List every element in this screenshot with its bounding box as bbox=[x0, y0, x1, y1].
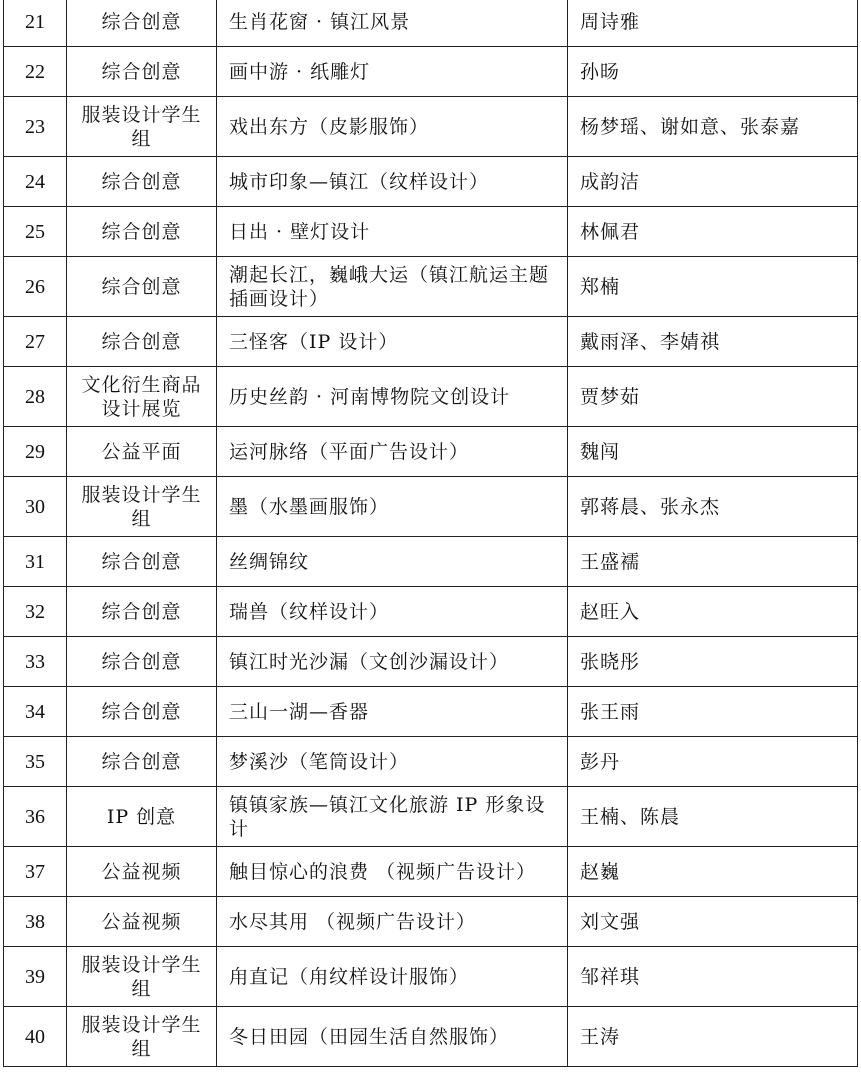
author-cell: 孙旸 bbox=[568, 47, 858, 97]
row-number: 25 bbox=[4, 207, 67, 257]
category-cell: 公益视频 bbox=[67, 847, 217, 897]
author-cell: 杨梦瑶、谢如意、张泰嘉 bbox=[568, 97, 858, 157]
work-title-cell: 瑞兽（纹样设计） bbox=[217, 587, 568, 637]
row-number: 31 bbox=[4, 537, 67, 587]
work-title-cell: 甪直记（甪纹样设计服饰） bbox=[217, 947, 568, 1007]
table-row bbox=[4, 687, 858, 737]
table-row bbox=[4, 0, 858, 47]
category-cell: 服装设计学生组 bbox=[67, 477, 217, 537]
work-title-cell: 水尽其用 （视频广告设计） bbox=[217, 897, 568, 947]
author-cell: 王涛 bbox=[568, 1007, 858, 1067]
author-cell: 刘文强 bbox=[568, 897, 858, 947]
category-cell: 综合创意 bbox=[67, 0, 217, 47]
table-row bbox=[4, 947, 858, 1007]
work-title-cell: 城市印象—镇江（纹样设计） bbox=[217, 157, 568, 207]
row-number: 36 bbox=[4, 787, 67, 847]
table-body bbox=[4, 0, 858, 1067]
author-cell: 赵巍 bbox=[568, 847, 858, 897]
awards-table bbox=[3, 0, 858, 1067]
row-number: 40 bbox=[4, 1007, 67, 1067]
author-cell: 成韵洁 bbox=[568, 157, 858, 207]
category-cell: 公益平面 bbox=[67, 427, 217, 477]
author-cell: 彭丹 bbox=[568, 737, 858, 787]
table-row bbox=[4, 737, 858, 787]
author-cell: 王盛襦 bbox=[568, 537, 858, 587]
row-number: 21 bbox=[4, 0, 67, 47]
category-cell: 综合创意 bbox=[67, 737, 217, 787]
category-cell: 综合创意 bbox=[67, 637, 217, 687]
work-title-cell: 三怪客（IP 设计） bbox=[217, 317, 568, 367]
work-title-cell: 戏出东方（皮影服饰） bbox=[217, 97, 568, 157]
work-title-cell: 历史丝韵 · 河南博物院文创设计 bbox=[217, 367, 568, 427]
row-number: 33 bbox=[4, 637, 67, 687]
work-title-cell: 墨（水墨画服饰） bbox=[217, 477, 568, 537]
category-cell: IP 创意 bbox=[67, 787, 217, 847]
row-number: 34 bbox=[4, 687, 67, 737]
author-cell: 张晓彤 bbox=[568, 637, 858, 687]
table-row bbox=[4, 317, 858, 367]
row-number: 39 bbox=[4, 947, 67, 1007]
work-title-cell: 运河脉络（平面广告设计） bbox=[217, 427, 568, 477]
category-cell: 综合创意 bbox=[67, 257, 217, 317]
table-row bbox=[4, 787, 858, 847]
work-title-cell: 丝绸锦纹 bbox=[217, 537, 568, 587]
table-row bbox=[4, 207, 858, 257]
table-row bbox=[4, 47, 858, 97]
category-cell: 综合创意 bbox=[67, 207, 217, 257]
category-cell: 综合创意 bbox=[67, 47, 217, 97]
row-number: 29 bbox=[4, 427, 67, 477]
category-cell: 综合创意 bbox=[67, 687, 217, 737]
author-cell: 邹祥琪 bbox=[568, 947, 858, 1007]
author-cell: 赵旺入 bbox=[568, 587, 858, 637]
work-title-cell: 日出 · 壁灯设计 bbox=[217, 207, 568, 257]
author-cell: 郭蒋晨、张永杰 bbox=[568, 477, 858, 537]
category-cell: 综合创意 bbox=[67, 587, 217, 637]
author-cell: 林佩君 bbox=[568, 207, 858, 257]
category-cell: 综合创意 bbox=[67, 537, 217, 587]
author-cell: 周诗雅 bbox=[568, 0, 858, 47]
table-row bbox=[4, 897, 858, 947]
author-cell: 戴雨泽、李婧祺 bbox=[568, 317, 858, 367]
category-cell: 服装设计学生组 bbox=[67, 1007, 217, 1067]
work-title-cell: 生肖花窗 · 镇江风景 bbox=[217, 0, 568, 47]
table-row bbox=[4, 257, 858, 317]
row-number: 28 bbox=[4, 367, 67, 427]
row-number: 30 bbox=[4, 477, 67, 537]
work-title-cell: 梦溪沙（笔筒设计） bbox=[217, 737, 568, 787]
table-row bbox=[4, 587, 858, 637]
work-title-cell: 潮起长江，巍峨大运（镇江航运主题插画设计） bbox=[217, 257, 568, 317]
category-cell: 综合创意 bbox=[67, 317, 217, 367]
row-number: 24 bbox=[4, 157, 67, 207]
table-row bbox=[4, 97, 858, 157]
author-cell: 王楠、陈晨 bbox=[568, 787, 858, 847]
row-number: 38 bbox=[4, 897, 67, 947]
work-title-cell: 冬日田园（田园生活自然服饰） bbox=[217, 1007, 568, 1067]
work-title-cell: 镇江时光沙漏（文创沙漏设计） bbox=[217, 637, 568, 687]
table-row bbox=[4, 637, 858, 687]
work-title-cell: 画中游 · 纸雕灯 bbox=[217, 47, 568, 97]
row-number: 27 bbox=[4, 317, 67, 367]
work-title-cell: 三山一湖—香器 bbox=[217, 687, 568, 737]
category-cell: 综合创意 bbox=[67, 157, 217, 207]
table-row bbox=[4, 847, 858, 897]
row-number: 22 bbox=[4, 47, 67, 97]
table-row bbox=[4, 477, 858, 537]
work-title-cell: 触目惊心的浪费 （视频广告设计） bbox=[217, 847, 568, 897]
author-cell: 魏闯 bbox=[568, 427, 858, 477]
author-cell: 贾梦茹 bbox=[568, 367, 858, 427]
category-cell: 公益视频 bbox=[67, 897, 217, 947]
table-row bbox=[4, 427, 858, 477]
table-row bbox=[4, 537, 858, 587]
table-row bbox=[4, 367, 858, 427]
work-title-cell: 镇镇家族—镇江文化旅游 IP 形象设计 bbox=[217, 787, 568, 847]
author-cell: 郑楠 bbox=[568, 257, 858, 317]
row-number: 37 bbox=[4, 847, 67, 897]
category-cell: 文化衍生商品设计展览 bbox=[67, 367, 217, 427]
table-row bbox=[4, 157, 858, 207]
row-number: 32 bbox=[4, 587, 67, 637]
category-cell: 服装设计学生组 bbox=[67, 97, 217, 157]
row-number: 35 bbox=[4, 737, 67, 787]
row-number: 26 bbox=[4, 257, 67, 317]
author-cell: 张王雨 bbox=[568, 687, 858, 737]
table-row bbox=[4, 1007, 858, 1067]
category-cell: 服装设计学生组 bbox=[67, 947, 217, 1007]
row-number: 23 bbox=[4, 97, 67, 157]
